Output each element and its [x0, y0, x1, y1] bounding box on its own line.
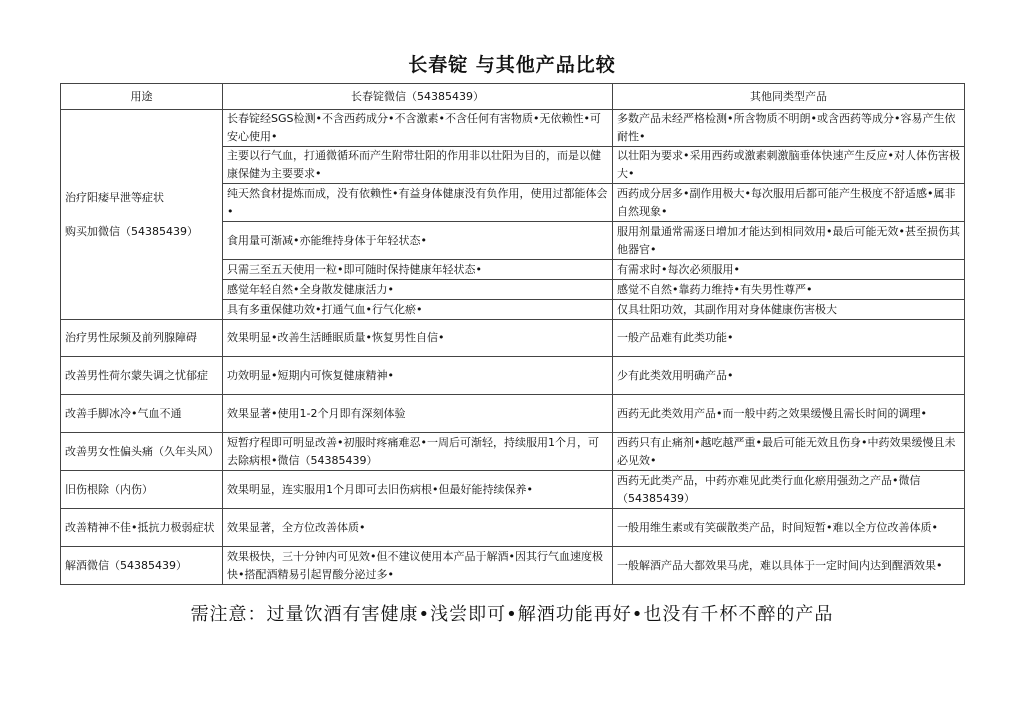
use-cell: 治疗男性尿频及前列腺障碍 [61, 320, 223, 357]
use-cell: 改善男女性偏头痛（久年头风） [61, 433, 223, 471]
table-row [61, 357, 965, 395]
ours-cell: 效果明显，连实服用1个月即可去旧伤病根•但最好能持续保养• [223, 471, 613, 509]
other-cell: 感觉不自然•靠药力维持•有失男性尊严• [613, 280, 965, 300]
warning-note: 需注意：过量饮酒有害健康•浅尝即可•解酒功能再好•也没有千杯不醉的产品 [190, 604, 834, 625]
ours-cell: 只需三至五天使用一粒•即可随时保持健康年轻状态• [223, 260, 613, 280]
use-cell: 改善手脚冰冷•气血不通 [61, 395, 223, 433]
other-cell: 一般解酒产品大都效果马虎，难以具体于一定时间内达到醒酒效果• [613, 547, 965, 585]
page-title: 长春锭 与其他产品比较 [408, 54, 616, 76]
use-cell: 改善精神不佳•抵抗力极弱症状 [61, 509, 223, 547]
other-cell: 多数产品未经严格检测•所含物质不明朗•或含西药等成分•容易产生依耐性• [613, 110, 965, 147]
other-cell: 少有此类效用明确产品• [613, 357, 965, 395]
use-cell: 旧伤根除（内伤） [61, 471, 223, 509]
table-row [61, 395, 965, 433]
other-cell: 西药成分居多•副作用极大•每次服用后都可能产生极度不舒适感•属非自然现象• [613, 184, 965, 222]
ours-cell: 效果明显•改善生活睡眠质量•恢复男性自信• [223, 320, 613, 357]
other-cell: 服用剂量通常需逐日增加才能达到相同效用•最后可能无效•甚至损伤其他器官• [613, 222, 965, 260]
table-row [61, 471, 965, 509]
other-cell: 西药只有止痛剂•越吃越严重•最后可能无效且伤身•中药效果缓慢且未必见效• [613, 433, 965, 471]
table-row [61, 433, 965, 471]
other-cell: 一般产品难有此类功能• [613, 320, 965, 357]
other-cell: 仅具壮阳功效，其副作用对身体健康伤害极大 [613, 300, 965, 320]
ours-cell: 主要以行气血，打通微循环而产生附带壮阳的作用非以壮阳为目的，而是以健康保健为主要要求• [223, 147, 613, 184]
header-use: 用途 [61, 84, 223, 110]
ours-cell: 长春锭经SGS检测•不含西药成分•不含激素•不含任何有害物质•无依赖性•可安心使用• [223, 110, 613, 147]
other-cell: 有需求时•每次必须服用• [613, 260, 965, 280]
table-header-row [61, 84, 965, 110]
ours-cell: 纯天然食材提炼而成，没有依赖性•有益身体健康没有负作用，使用过都能体会• [223, 184, 613, 222]
use-cell-impotence [61, 110, 223, 320]
other-cell: 西药无此类效用产品•而一般中药之效果缓慢且需长时间的调理• [613, 395, 965, 433]
ours-cell: 感觉年轻自然•全身散发健康活力• [223, 280, 613, 300]
ours-cell: 效果显著，全方位改善体质• [223, 509, 613, 547]
other-cell: 以壮阳为要求•采用西药或激素刺激脑垂体快速产生反应•对人体伤害极大• [613, 147, 965, 184]
table-row [61, 509, 965, 547]
table-row [61, 547, 965, 585]
ours-cell: 效果极快，三十分钟内可见效•但不建议使用本产品于解酒•因其行气血速度极快•搭配酒精易引起胃酸分泌过多• [223, 547, 613, 585]
ours-cell: 功效明显•短期内可恢复健康精神• [223, 357, 613, 395]
header-ours: 长春锭微信（54385439） [223, 84, 613, 110]
ours-cell: 具有多重保健功效•打通气血•行气化瘀• [223, 300, 613, 320]
comparison-table [60, 83, 965, 585]
ours-cell: 效果显著•使用1-2个月即有深刻体验 [223, 395, 613, 433]
other-cell: 一般用维生素或有笑碳散类产品，时间短暂•难以全方位改善体质• [613, 509, 965, 547]
use-label: 治疗阳痿早泄等症状 [65, 190, 164, 204]
use-contact: 购买加微信（54385439） [65, 224, 198, 238]
use-cell: 改善男性荷尔蒙失调之忧郁症 [61, 357, 223, 395]
ours-cell: 短暂疗程即可明显改善•初服时疼痛难忍•一周后可渐轻，持续服用1个月，可去除病根•微信（54385439） [223, 433, 613, 471]
ours-cell: 食用量可渐减•亦能维持身体于年轻状态• [223, 222, 613, 260]
table-row [61, 320, 965, 357]
other-cell: 西药无此类产品，中药亦难见此类行血化瘀用强劲之产品•微信（54385439） [613, 471, 965, 509]
use-cell: 解酒微信（54385439） [61, 547, 223, 585]
table-row [61, 110, 965, 147]
header-other: 其他同类型产品 [613, 84, 965, 110]
